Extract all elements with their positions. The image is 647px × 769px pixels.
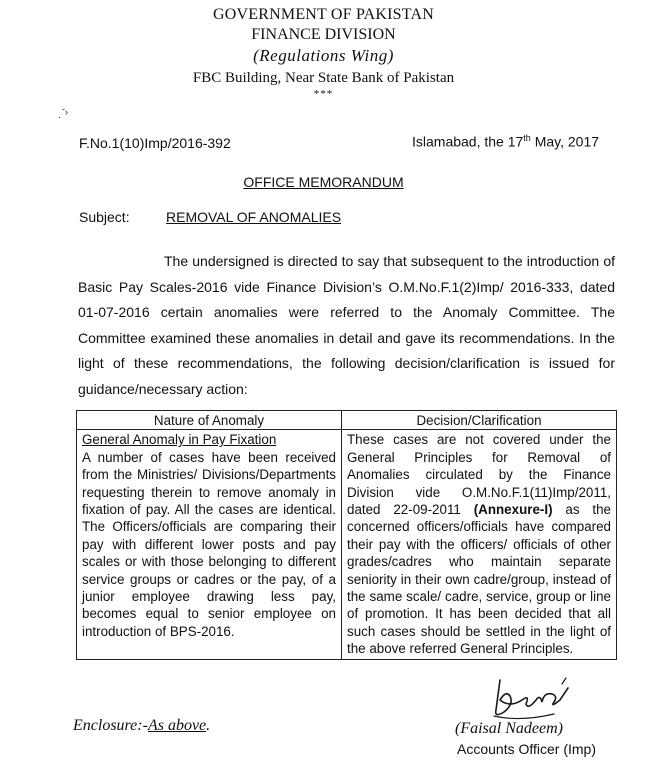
anomaly-table (76, 410, 617, 660)
header-government: GOVERNMENT OF PAKISTAN (213, 6, 434, 23)
decision-text-continued: as the concerned officers/officials have compared their pay with the officers/ officials of other grades/cadres who maintain separate seniority in their own cadre/group, instead of the same scale/ cadre, service, group or line of promotion. It has been decided that all such cases should be settled in the light of the above referred General Principles. (347, 502, 611, 657)
annexure-reference: (Annexure-I) (473, 502, 553, 518)
subject-text: REMOVAL OF ANOMALIES (166, 209, 342, 225)
enclosure-value: As above (147, 717, 207, 734)
table-header-row (77, 411, 617, 430)
subject-label: Subject: (79, 209, 130, 225)
enclosure-line (73, 717, 210, 735)
margin-mark: › (65, 107, 68, 117)
decision-text: These cases are not covered under the General Principles for Removal of Anomalies circulated by the Finance Division vide O.M.No.F.1(11)Imp/2011, dated 22-09-2011 (347, 432, 611, 518)
date-ordinal: th (523, 133, 531, 143)
body-paragraph (78, 249, 615, 403)
anomaly-text: A number of cases have been received from the Ministries/ Divisions/Departments requesting therein to remove anomaly in fixation of pay. All the cases are identical. The Officers/officials are comparing their pay with different lower posts and pay scales or with those belonging to different service groups or cadres or the pay, of a junior employee drawing less pay, becomes equal to senior employee on introduction of BPS-2016. (82, 449, 336, 639)
header-address: FBC Building, Near State Bank of Pakistan (192, 70, 455, 86)
document-title: OFFICE MEMORANDUM (243, 174, 404, 190)
margin-mark: - (62, 104, 65, 114)
header-decision-clarification: Decision/Clarification (342, 411, 617, 430)
header-wing: (Regulations Wing) (253, 46, 394, 65)
enclosure-end: . (206, 717, 211, 734)
signatory-designation: Accounts Officer (Imp) (457, 741, 597, 757)
decision-cell (342, 430, 617, 659)
signatory-name: (Faisal Nadeem) (455, 720, 563, 737)
header-separator: *** (313, 88, 334, 100)
table-row (77, 430, 617, 659)
header-division: FINANCE DIVISION (251, 26, 396, 43)
body-text: The undersigned is directed to say that subsequent to the introduction of Basic Pay Scales-2016 vide Finance Division’s O.M.No.F.1(2)Imp/ 2016-333, dated 01-07-2016 certain anomalies were referred to the Anomaly Committee. The Committee examined these anomalies in detail and gave its recommendations. In the light of these recommendations, the following decision/clarification is issued for guidance/necessary action: (78, 253, 615, 397)
date: May, 2017 (530, 133, 600, 150)
margin-mark: · (58, 112, 61, 122)
enclosure-label: Enclosure:- (73, 717, 148, 734)
file-number: F.No.1(10)Imp/2016-392 (79, 135, 231, 151)
place-date (412, 133, 599, 150)
header-nature-of-anomaly: Nature of Anomaly (77, 411, 342, 430)
place: Islamabad, the 17 (412, 133, 524, 150)
anomaly-heading: General Anomaly in Pay Fixation (82, 432, 277, 448)
anomaly-cell (77, 430, 342, 659)
